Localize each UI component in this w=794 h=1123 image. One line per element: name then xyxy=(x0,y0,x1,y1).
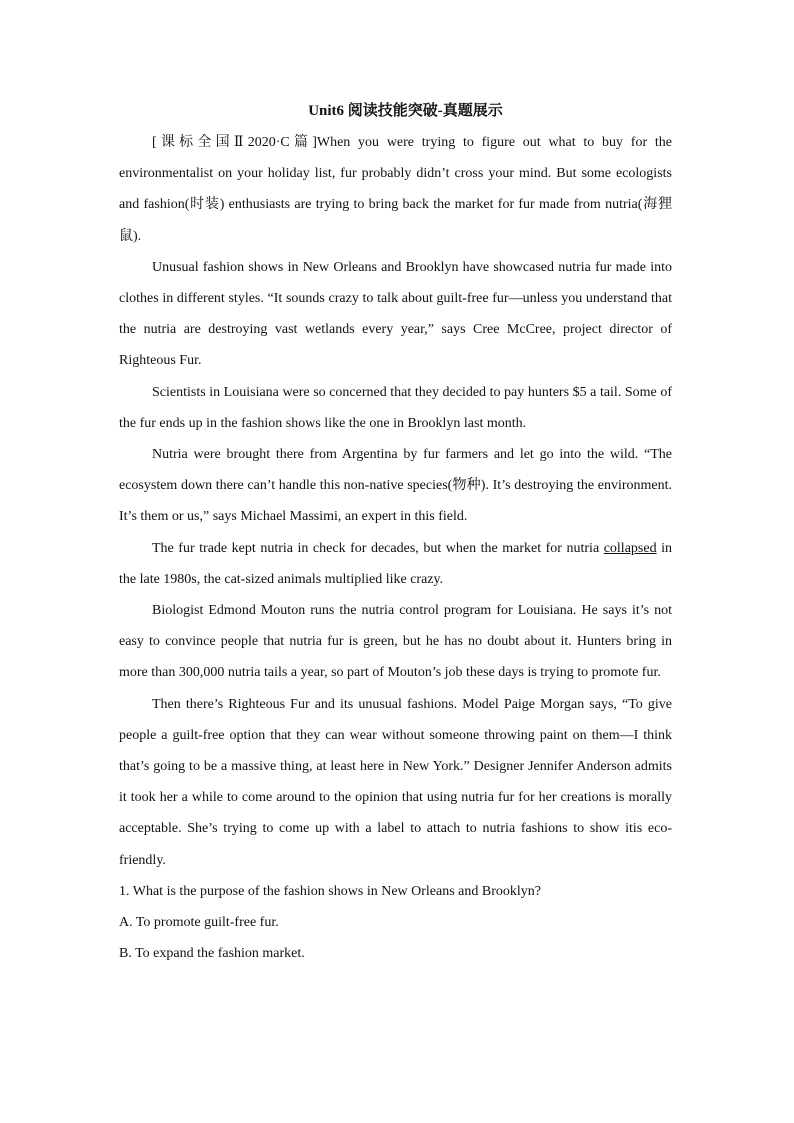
paragraph-biologist-mouton: Biologist Edmond Mouton runs the nutria control program for Louisiana. He says it’s not easy to convince people that nutria fur is green, but he has no doubt about it. Hunters bring in more than 300,000 nutria tails a year, so part of Mouton’s job these days is trying to promote fur. xyxy=(119,603,672,681)
question-option-a: A. To promote guilt-free fur. xyxy=(119,915,279,931)
paragraph-argentina-origin: Nutria were brought there from Argentina by fur farmers and let go into the wild. “The ecosystem down there can’t handle this non-native species(物种). It’s destroying the environment. It’s them or us,” says Michael Massimi, an expert in this field. xyxy=(119,447,672,525)
document-page xyxy=(119,96,672,969)
question-stem: 1. What is the purpose of the fashion shows in New Orleans and Brooklyn? xyxy=(119,883,541,899)
question-option-b: B. To expand the fashion market. xyxy=(119,946,305,962)
underlined-word-collapsed: collapsed xyxy=(603,540,657,556)
paragraph-fur-trade xyxy=(119,533,672,595)
paragraph-fur-trade-after: in the late 1980s, the cat-sized animals multiplied like crazy. xyxy=(119,540,673,587)
paragraph-righteous-fur: Then there’s Righteous Fur and its unusual fashions. Model Paige Morgan says, “To give people a guilt-free option that they can wear without someone throwing paint on them—I think that’s going to be a massive thing, at least here in New York.” Designer Jennifer Anderson admits it took her a while to come around to the opinion that using nutria fur for her creations is morally acceptable. She’s trying to come up with a label to attach to nutria fashions to show itis eco-friendly. xyxy=(119,696,672,868)
paragraph-intro: [课标全国Ⅱ2020·C篇]When you were trying to figure out what to buy for the environmentalist on your holiday list, fur probably didn’t cross your mind. But some ecologists and fashion(时装) enthusiasts are trying to bring back the market for fur made from nutria(海狸鼠). xyxy=(119,135,672,244)
paragraph-fur-trade-before: The fur trade kept nutria in check for decades, but when the market for nutria xyxy=(152,540,604,556)
paragraph-louisiana-scientists: Scientists in Louisiana were so concerned that they decided to pay hunters $5 a tail. Some of the fur ends up in the fashion shows like the one in Brooklyn last month. xyxy=(119,384,672,431)
paragraph-fashion-shows: Unusual fashion shows in New Orleans and Brooklyn have showcased nutria fur made into clothes in different styles. “It sounds crazy to talk about guilt-free fur—unless you understand that the nutria are destroying vast wetlands every year,” says Cree McCree, project director of Righteous Fur. xyxy=(119,259,672,369)
page-title: Unit6 阅读技能突破-真题展示 xyxy=(308,103,503,119)
